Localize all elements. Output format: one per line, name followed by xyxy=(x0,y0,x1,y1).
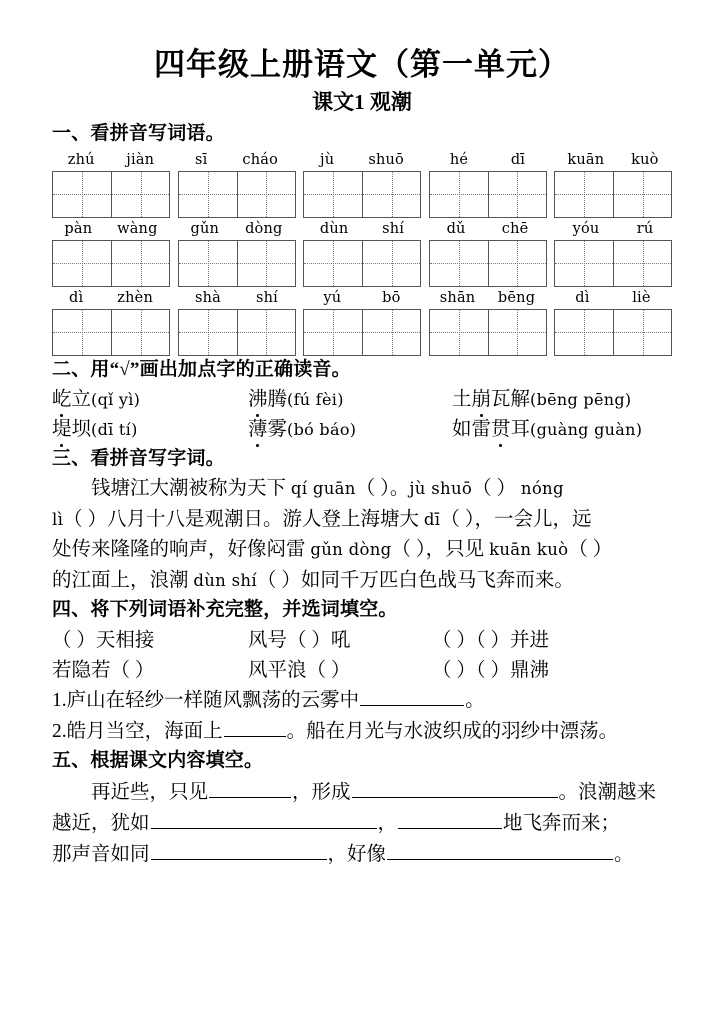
tianzige-box-pair[interactable] xyxy=(554,171,672,218)
answer-parenthesis[interactable]: （ ） xyxy=(472,478,521,500)
word-prefix: 如雷 xyxy=(452,419,492,441)
tianzige-cell[interactable] xyxy=(362,310,420,355)
pinyin-label-pair xyxy=(178,219,296,240)
tianzige-cell[interactable] xyxy=(53,310,111,355)
idiom-item[interactable]: （ ）（ ）鼎沸 xyxy=(432,660,550,682)
pinyin-grid-group xyxy=(303,219,421,287)
page-subtitle: 课文1 观潮 xyxy=(312,89,412,114)
pinyin-grid-group xyxy=(303,150,421,218)
pinyin-label: pàn xyxy=(64,220,93,237)
dotted-word xyxy=(248,415,287,445)
pinyin-grid-group xyxy=(554,288,672,356)
pinyin-hint: dī xyxy=(423,509,441,529)
reading-choice-item[interactable] xyxy=(52,415,248,445)
line-text: ， xyxy=(377,813,398,835)
line-text: 。浪潮越来 xyxy=(558,781,657,803)
tianzige-cell[interactable] xyxy=(613,241,671,286)
tianzige-cell[interactable] xyxy=(613,172,671,217)
pinyin-label-pair xyxy=(429,219,547,240)
pinyin-label: shà xyxy=(194,289,222,306)
pinyin-label: jù xyxy=(320,151,335,168)
reading-choice-row xyxy=(52,415,672,445)
section-heading-one: 一、看拼音写词语。 xyxy=(52,123,225,144)
tianzige-cell[interactable] xyxy=(237,172,295,217)
cloze-paragraph-line xyxy=(52,474,672,504)
pinyin-grid-row xyxy=(52,288,672,356)
reading-choice-item[interactable] xyxy=(452,385,631,415)
line-text: 。 xyxy=(614,844,634,866)
pinyin-label: cháo xyxy=(242,151,279,168)
tianzige-box-pair[interactable] xyxy=(178,240,296,287)
idiom-item[interactable]: 风号（ ）吼 xyxy=(248,629,351,651)
line-text: ，形成 xyxy=(292,781,351,803)
fill-blank[interactable] xyxy=(398,810,502,830)
dotted-char: 屹 xyxy=(52,385,72,415)
dotted-char: 薄 xyxy=(248,415,268,445)
pinyin-grid-group xyxy=(178,150,296,218)
tianzige-cell[interactable] xyxy=(304,241,362,286)
section-heading-four: 四、将下列词语补充完整，并选词填空。 xyxy=(52,598,398,620)
fill-sentence-1 xyxy=(52,686,672,716)
pinyin-grid-group xyxy=(429,150,547,218)
recall-fill-block xyxy=(52,777,672,871)
pinyin-hint: lì xyxy=(52,509,64,529)
line-text: ，好像 xyxy=(327,844,387,866)
pinyin-options[interactable]: (qǐ yì) xyxy=(91,390,141,410)
sentence-text: 。 xyxy=(465,690,485,712)
recall-line xyxy=(52,839,672,870)
word-suffix: 腾 xyxy=(267,389,288,411)
line-text: 再近些，只见 xyxy=(91,781,209,803)
para-text[interactable]: （ ）如同千万匹白色战马飞奔而来。 xyxy=(256,569,574,591)
tianzige-cell[interactable] xyxy=(53,172,111,217)
pinyin-label: rú xyxy=(636,220,654,237)
fill-blank[interactable] xyxy=(360,687,464,707)
para-text[interactable]: （ ）八月十八是观潮日。游人登上海塘大 xyxy=(63,508,424,530)
pinyin-grid-group xyxy=(429,219,547,287)
pinyin-label-pair xyxy=(554,288,672,309)
tianzige-cell[interactable] xyxy=(304,310,362,355)
pinyin-grid-group xyxy=(429,288,547,356)
pinyin-options[interactable]: (guàng guàn) xyxy=(530,420,643,440)
pinyin-label-pair xyxy=(178,288,296,309)
idiom-row xyxy=(52,656,672,686)
pinyin-label: wàng xyxy=(117,220,158,237)
pinyin-label: kuò xyxy=(631,151,659,168)
dotted-word xyxy=(452,415,530,445)
pinyin-label-pair xyxy=(303,288,421,309)
pinyin-grid-group xyxy=(52,288,170,356)
idiom-item[interactable]: （ ）天相接 xyxy=(52,629,155,651)
dotted-word xyxy=(52,415,91,445)
tianzige-box-pair[interactable] xyxy=(52,240,170,287)
tianzige-cell[interactable] xyxy=(430,172,488,217)
cloze-paragraph-line xyxy=(52,566,672,596)
tianzige-cell[interactable] xyxy=(613,310,671,355)
section-heading-three: 三、看拼音写字词。 xyxy=(52,447,225,469)
pinyin-grid-row xyxy=(52,219,672,287)
tianzige-cell[interactable] xyxy=(53,241,111,286)
dotted-word xyxy=(52,385,91,415)
pinyin-label: hé xyxy=(449,151,469,168)
answer-parenthesis[interactable]: （ ）。 xyxy=(355,478,410,500)
tianzige-cell[interactable] xyxy=(304,172,362,217)
fill-blank[interactable] xyxy=(151,810,377,830)
pinyin-label: shān xyxy=(439,289,476,306)
tianzige-box-pair[interactable] xyxy=(303,240,421,287)
tianzige-cell[interactable] xyxy=(111,241,169,286)
dotted-char: 崩 xyxy=(472,385,492,415)
word-suffix: 耳 xyxy=(510,419,531,441)
pinyin-label-pair xyxy=(554,150,672,171)
pinyin-grid-block xyxy=(52,150,672,356)
pinyin-hint: jù shuō xyxy=(409,479,473,499)
pinyin-label: dòng xyxy=(245,220,283,237)
pinyin-label: bō xyxy=(382,289,401,306)
reading-choice-item[interactable] xyxy=(248,385,452,415)
tianzige-box-pair[interactable] xyxy=(178,171,296,218)
idiom-item[interactable]: （ ）（ ）并进 xyxy=(432,629,550,651)
pinyin-label-pair xyxy=(52,219,170,240)
tianzige-box-pair[interactable] xyxy=(554,240,672,287)
pinyin-grid-group xyxy=(303,288,421,356)
pinyin-label: sī xyxy=(194,151,208,168)
fill-blank[interactable] xyxy=(352,778,558,798)
line-text: 那声音如同 xyxy=(52,844,150,866)
pinyin-grid-group xyxy=(178,288,296,356)
reading-choice-row xyxy=(52,385,672,415)
pinyin-label-pair xyxy=(303,219,421,240)
pinyin-label: dì xyxy=(575,289,590,306)
pinyin-grid-group xyxy=(178,219,296,287)
fill-sentence-2 xyxy=(52,717,672,747)
pinyin-label: bēng xyxy=(497,289,536,306)
pinyin-options[interactable]: (bēng pēng) xyxy=(530,390,632,410)
pinyin-label-pair xyxy=(554,219,672,240)
tianzige-box-pair[interactable] xyxy=(52,309,170,356)
word-suffix: 坝 xyxy=(71,419,92,441)
pinyin-hint: qí guān xyxy=(290,479,356,499)
tianzige-box-pair[interactable] xyxy=(303,171,421,218)
pinyin-label: shí xyxy=(382,220,405,237)
tianzige-cell[interactable] xyxy=(179,241,237,286)
line-text: 地飞奔而来； xyxy=(503,813,621,835)
para-text: 的江面上，浪潮 xyxy=(52,569,194,591)
fill-blank[interactable] xyxy=(209,778,291,798)
reading-choice-item[interactable] xyxy=(452,415,642,445)
tianzige-cell[interactable] xyxy=(430,241,488,286)
pinyin-label: gǔn xyxy=(190,220,220,237)
dotted-char: 贯 xyxy=(491,415,511,445)
pinyin-label: jiàn xyxy=(126,151,155,168)
cloze-paragraph-line xyxy=(52,505,672,535)
tianzige-cell[interactable] xyxy=(362,241,420,286)
tianzige-cell[interactable] xyxy=(555,172,613,217)
pinyin-hint: nóng xyxy=(520,479,564,499)
pinyin-grid-group xyxy=(554,219,672,287)
para-text[interactable]: （ ），只见 xyxy=(391,539,490,561)
word-prefix: 土 xyxy=(452,389,472,411)
para-text: 钱塘江大潮被称为天下 xyxy=(91,478,291,500)
reading-choice-item[interactable] xyxy=(248,415,452,445)
page-title: 四年级上册语文（第一单元） xyxy=(154,47,570,82)
idiom-item[interactable]: 若隐若（ ） xyxy=(52,660,155,682)
tianzige-cell[interactable] xyxy=(488,310,546,355)
tianzige-box-pair[interactable] xyxy=(178,309,296,356)
pinyin-label: shuō xyxy=(368,151,404,168)
pinyin-grid-group xyxy=(52,150,170,218)
dotted-char: 沸 xyxy=(248,385,268,415)
para-text[interactable]: （ ） xyxy=(568,539,613,561)
tianzige-cell[interactable] xyxy=(237,241,295,286)
sentence-text: 1.庐山在轻纱一样随风飘荡的云雾中 xyxy=(52,690,360,712)
pinyin-hint: kuān kuò xyxy=(489,540,569,560)
fill-blank[interactable] xyxy=(151,841,327,861)
sentence-text: 2.皓月当空，海面上 xyxy=(52,720,223,742)
pinyin-label-pair xyxy=(52,288,170,309)
word-suffix: 雾 xyxy=(267,419,288,441)
fill-blank[interactable] xyxy=(387,841,613,861)
tianzige-cell[interactable] xyxy=(488,172,546,217)
pinyin-label: zhú xyxy=(67,151,95,168)
sentence-text: 。船在月光与水波织成的羽纱中漂荡。 xyxy=(286,720,619,742)
dotted-word xyxy=(452,385,530,415)
fill-blank[interactable] xyxy=(224,717,286,737)
tianzige-cell[interactable] xyxy=(555,241,613,286)
pinyin-grid-group xyxy=(554,150,672,218)
tianzige-cell[interactable] xyxy=(179,172,237,217)
tianzige-cell[interactable] xyxy=(430,310,488,355)
tianzige-cell[interactable] xyxy=(111,172,169,217)
word-suffix: 立 xyxy=(71,389,92,411)
section-heading-two: 二、用“√”画出加点字的正确读音。 xyxy=(52,358,351,380)
reading-choice-item[interactable] xyxy=(52,385,248,415)
pinyin-label-pair xyxy=(429,288,547,309)
pinyin-label: yóu xyxy=(572,220,600,237)
tianzige-box-pair[interactable] xyxy=(52,171,170,218)
pinyin-label: dùn xyxy=(319,220,349,237)
tianzige-cell[interactable] xyxy=(111,310,169,355)
pinyin-label: zhèn xyxy=(117,289,153,306)
tianzige-box-pair[interactable] xyxy=(429,171,547,218)
section-heading-five: 五、根据课文内容填空。 xyxy=(52,750,264,772)
word-suffix: 瓦解 xyxy=(491,389,531,411)
pinyin-options[interactable]: (fú fèi) xyxy=(287,390,344,410)
para-text: 处传来隆隆的响声，好像闷雷 xyxy=(52,539,311,561)
tianzige-cell[interactable] xyxy=(488,241,546,286)
pinyin-label: dǔ xyxy=(446,220,466,237)
pinyin-grid-row xyxy=(52,150,672,218)
tianzige-cell[interactable] xyxy=(362,172,420,217)
pinyin-label: kuān xyxy=(567,151,605,168)
pinyin-hint: gǔn dòng xyxy=(310,540,392,560)
tianzige-box-pair[interactable] xyxy=(303,309,421,356)
line-text: 越近，犹如 xyxy=(52,813,150,835)
pinyin-label: chē xyxy=(501,220,529,237)
idiom-row xyxy=(52,626,672,656)
recall-line xyxy=(52,808,672,839)
pinyin-label: yú xyxy=(323,289,342,306)
pinyin-grid-group xyxy=(52,219,170,287)
tianzige-cell[interactable] xyxy=(237,310,295,355)
tianzige-box-pair[interactable] xyxy=(429,309,547,356)
pinyin-label: dì xyxy=(68,289,84,306)
tianzige-box-pair[interactable] xyxy=(554,309,672,356)
pinyin-hint: dùn shí xyxy=(193,570,257,590)
para-text[interactable]: （ ），一会儿，远 xyxy=(440,508,592,530)
pinyin-label-pair xyxy=(178,150,296,171)
pinyin-label-pair xyxy=(52,150,170,171)
tianzige-cell[interactable] xyxy=(179,310,237,355)
pinyin-label: liè xyxy=(632,289,651,306)
recall-line xyxy=(52,777,672,808)
idiom-item[interactable]: 风平浪（ ） xyxy=(248,660,351,682)
pinyin-label-pair xyxy=(429,150,547,171)
pinyin-options[interactable]: (dī tí) xyxy=(91,420,138,440)
pinyin-label: dī xyxy=(510,151,526,168)
pinyin-label: shí xyxy=(255,289,279,306)
dotted-char: 堤 xyxy=(52,415,72,445)
cloze-paragraph-line xyxy=(52,535,672,565)
tianzige-cell[interactable] xyxy=(555,310,613,355)
dotted-word xyxy=(248,385,287,415)
pinyin-options[interactable]: (bó báo) xyxy=(287,420,357,440)
tianzige-box-pair[interactable] xyxy=(429,240,547,287)
pinyin-label-pair xyxy=(303,150,421,171)
